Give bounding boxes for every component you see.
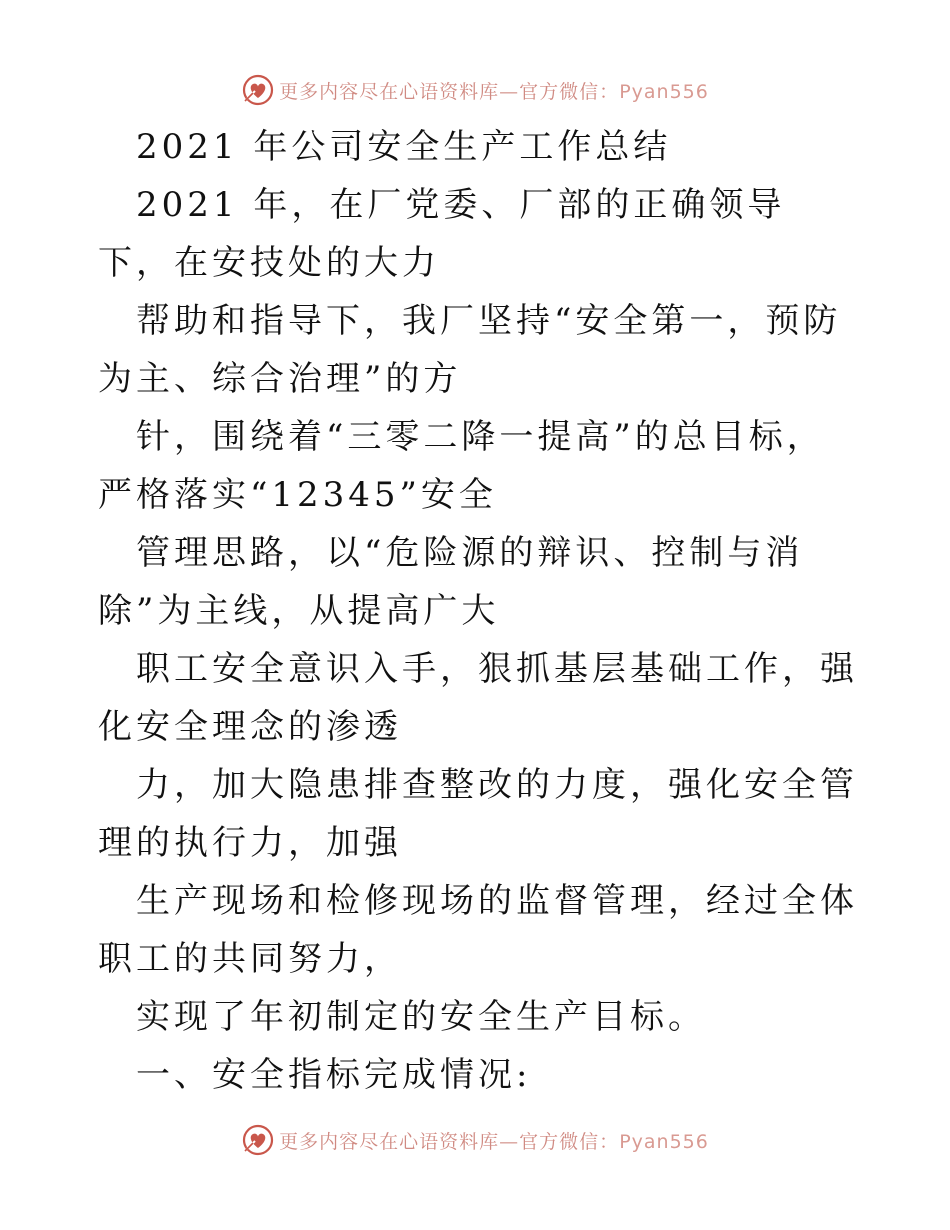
watermark-suffix: 官方微信： (519, 80, 620, 103)
document-title: 2021 年公司安全生产工作总结 (136, 127, 672, 167)
section-heading-1: 一、安全指标完成情况: (136, 1055, 532, 1095)
watermark-header (0, 70, 950, 110)
heart-logo-icon (241, 1123, 275, 1157)
paragraph-8: 实现了年初制定的安全生产目标。 (136, 997, 706, 1037)
paragraph-7: 生产现场和检修现场的监督管理，经过全体职工的共同努力， (98, 881, 858, 979)
watermark-account-id: Pyan556 (619, 80, 709, 103)
watermark-text (279, 1127, 709, 1154)
paragraph-2: 帮助和指导下，我厂坚持“安全第一，预防为主、综合治理”的方 (98, 301, 842, 399)
paragraph-4: 管理思路，以“危险源的辩识、控制与消除”为主线，从提高广大 (98, 533, 804, 631)
watermark-text (279, 77, 709, 104)
paragraph-5: 职工安全意识入手，狠抓基层基础工作，强化安全理念的渗透 (98, 649, 858, 747)
watermark-suffix: 官方微信： (519, 1130, 620, 1153)
document-body (98, 118, 858, 1104)
paragraph-6: 力，加大隐患排查整改的力度，强化安全管理的执行力，加强 (98, 765, 858, 863)
watermark-separator: — (499, 80, 520, 103)
paragraph-3: 针，围绕着“三零二降一提高”的总目标，严格落实“12345”安全 (98, 417, 825, 515)
heart-logo-icon (241, 73, 275, 107)
watermark-brand: 更多内容尽在心语资料库 (279, 1130, 500, 1153)
watermark-account-id: Pyan556 (619, 1130, 709, 1153)
watermark-footer (0, 1120, 950, 1160)
watermark-brand: 更多内容尽在心语资料库 (279, 80, 500, 103)
watermark-separator: — (499, 1130, 520, 1153)
paragraph-1: 2021 年，在厂党委、厂部的正确领导下，在安技处的大力 (98, 185, 786, 283)
